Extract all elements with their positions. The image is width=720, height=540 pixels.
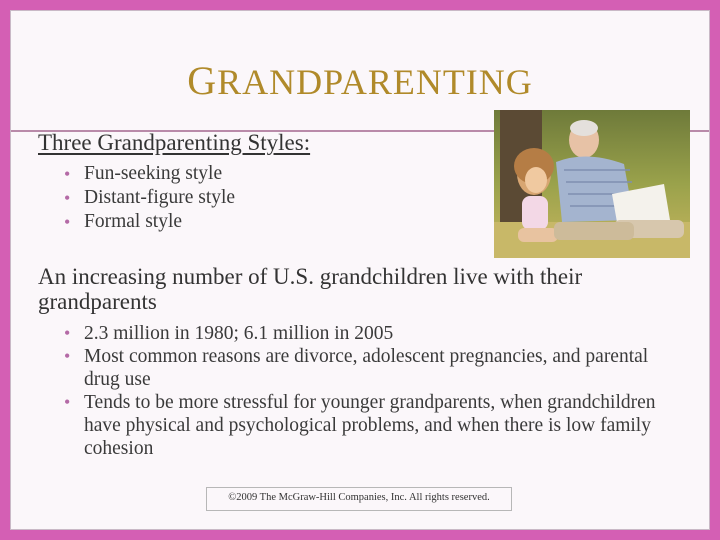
living-arrangement-paragraph: An increasing number of U.S. grandchildren live with their grandparents [38, 264, 583, 314]
slide-title [11, 57, 709, 104]
styles-heading: Three Grandparenting Styles: [38, 130, 311, 155]
copyright-footer: ©2009 The McGraw-Hill Companies, Inc. All rights reserved. [206, 487, 512, 511]
list-item: • Tends to be more stressful for younger grandparents, when grandchildren have physical and psychological problems, and when there is low family cohesion [58, 391, 678, 460]
list-item: • Fun-seeking style [58, 162, 235, 186]
list-item: • 2.3 million in 1980; 6.1 million in 2005 [58, 322, 678, 345]
styles-list [58, 162, 235, 234]
list-item: • Distant-figure style [58, 186, 235, 210]
photo-illustration [494, 110, 690, 258]
facts-list [58, 322, 678, 460]
grandparent-photo [494, 110, 690, 258]
title-rest: RANDPARENTING [217, 62, 533, 102]
list-item: • Most common reasons are divorce, adolescent pregnancies, and parental drug use [58, 345, 678, 391]
title-initial: G [187, 58, 218, 103]
list-item: • Formal style [58, 210, 235, 234]
